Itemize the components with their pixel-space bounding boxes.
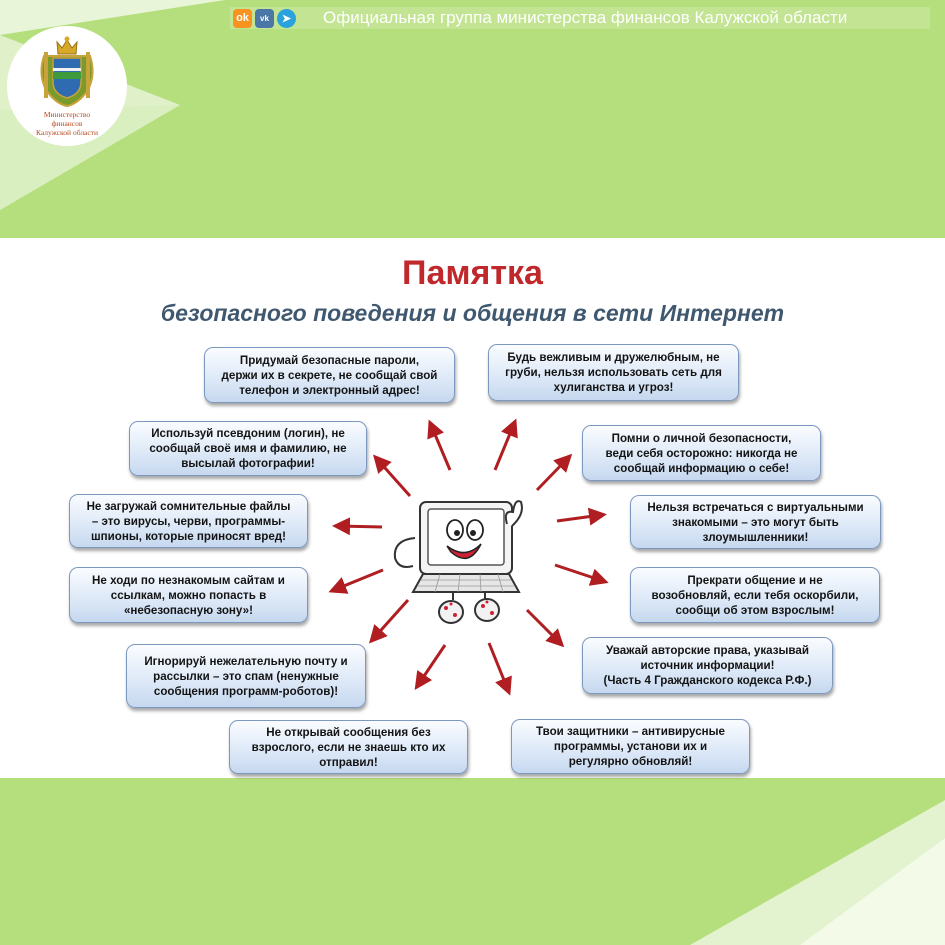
tip-card-virtual-strangers: Нельзя встречаться с виртуальными знакомыми – это могут быть злоумышленники!	[630, 495, 881, 549]
arrow	[489, 643, 508, 690]
decorative-background-top	[0, 0, 945, 240]
arrow	[377, 459, 410, 496]
tip-card-personal-safety: Помни о личной безопасности, веди себя осторожно: никогда не сообщай информацию о себе!	[582, 425, 821, 481]
safety-poster	[0, 238, 945, 778]
logo-caption-line: Министерство	[43, 110, 91, 119]
logo-caption	[7, 110, 127, 137]
arrow	[338, 526, 382, 527]
tip-card-stop-contact: Прекрати общение и не возобновляй, если тебя оскорбили, сообщи об этом взрослым!	[630, 567, 880, 623]
tip-card-copyright: Уважай авторские права, указывай источник информации! (Часть 4 Гражданского кодекса Р.Ф.)	[582, 637, 833, 694]
tip-card-suspicious-files: Не загружай сомнительные файлы – это вирусы, черви, программы- шпионы, которые приносят вред!	[69, 494, 308, 548]
logo-caption-line: финансов	[51, 119, 83, 128]
arrow	[334, 570, 383, 590]
vk-icon[interactable]: vk	[255, 9, 274, 28]
arrow	[537, 458, 568, 490]
group-title: Официальная группа министерства финансов Калужской области	[323, 8, 848, 27]
coat-of-arms-icon	[36, 34, 98, 108]
arrow	[431, 425, 450, 470]
arrow	[557, 515, 601, 521]
tip-card-passwords: Придумай безопасные пароли, держи их в секрете, не сообщай свой телефон и электронный адрес!	[204, 347, 455, 403]
ministry-logo	[7, 26, 127, 146]
computer-mascot-icon	[385, 496, 525, 626]
arrow	[527, 610, 560, 643]
logo-caption-line: Калужской области	[35, 128, 99, 137]
poster-title: Памятка	[402, 254, 543, 292]
tip-card-antivirus: Твои защитники – антивирусные программы, установи их и регулярно обновляй!	[511, 719, 750, 774]
decorative-background-bottom	[0, 778, 945, 945]
tip-card-nickname: Используй псевдоним (логин), не сообщай своё имя и фамилию, не высылай фотографии!	[129, 421, 367, 476]
odnoklassniki-icon[interactable]: ok	[233, 9, 252, 28]
tip-card-spam: Игнорируй нежелательную почту и рассылки – это спам (ненужные сообщения программ-роботов)!	[126, 644, 366, 708]
poster-subtitle: безопасного поведения и общения в сети Интернет	[160, 300, 785, 326]
tip-card-politeness: Будь вежливым и дружелюбным, не груби, нельзя использовать сеть для хулиганства и угроз!	[488, 344, 739, 401]
arrow	[555, 565, 603, 581]
tip-card-unknown-sites: Не ходи по незнакомым сайтам и ссылкам, можно попасть в «небезопасную зону»!	[69, 567, 308, 623]
telegram-icon[interactable]: ➤	[277, 9, 296, 28]
tip-card-unknown-messages: Не открывай сообщения без взрослого, если не знаешь кто их отправил!	[229, 720, 468, 774]
arrow	[418, 645, 445, 685]
group-header	[230, 7, 930, 29]
arrow	[495, 424, 514, 470]
